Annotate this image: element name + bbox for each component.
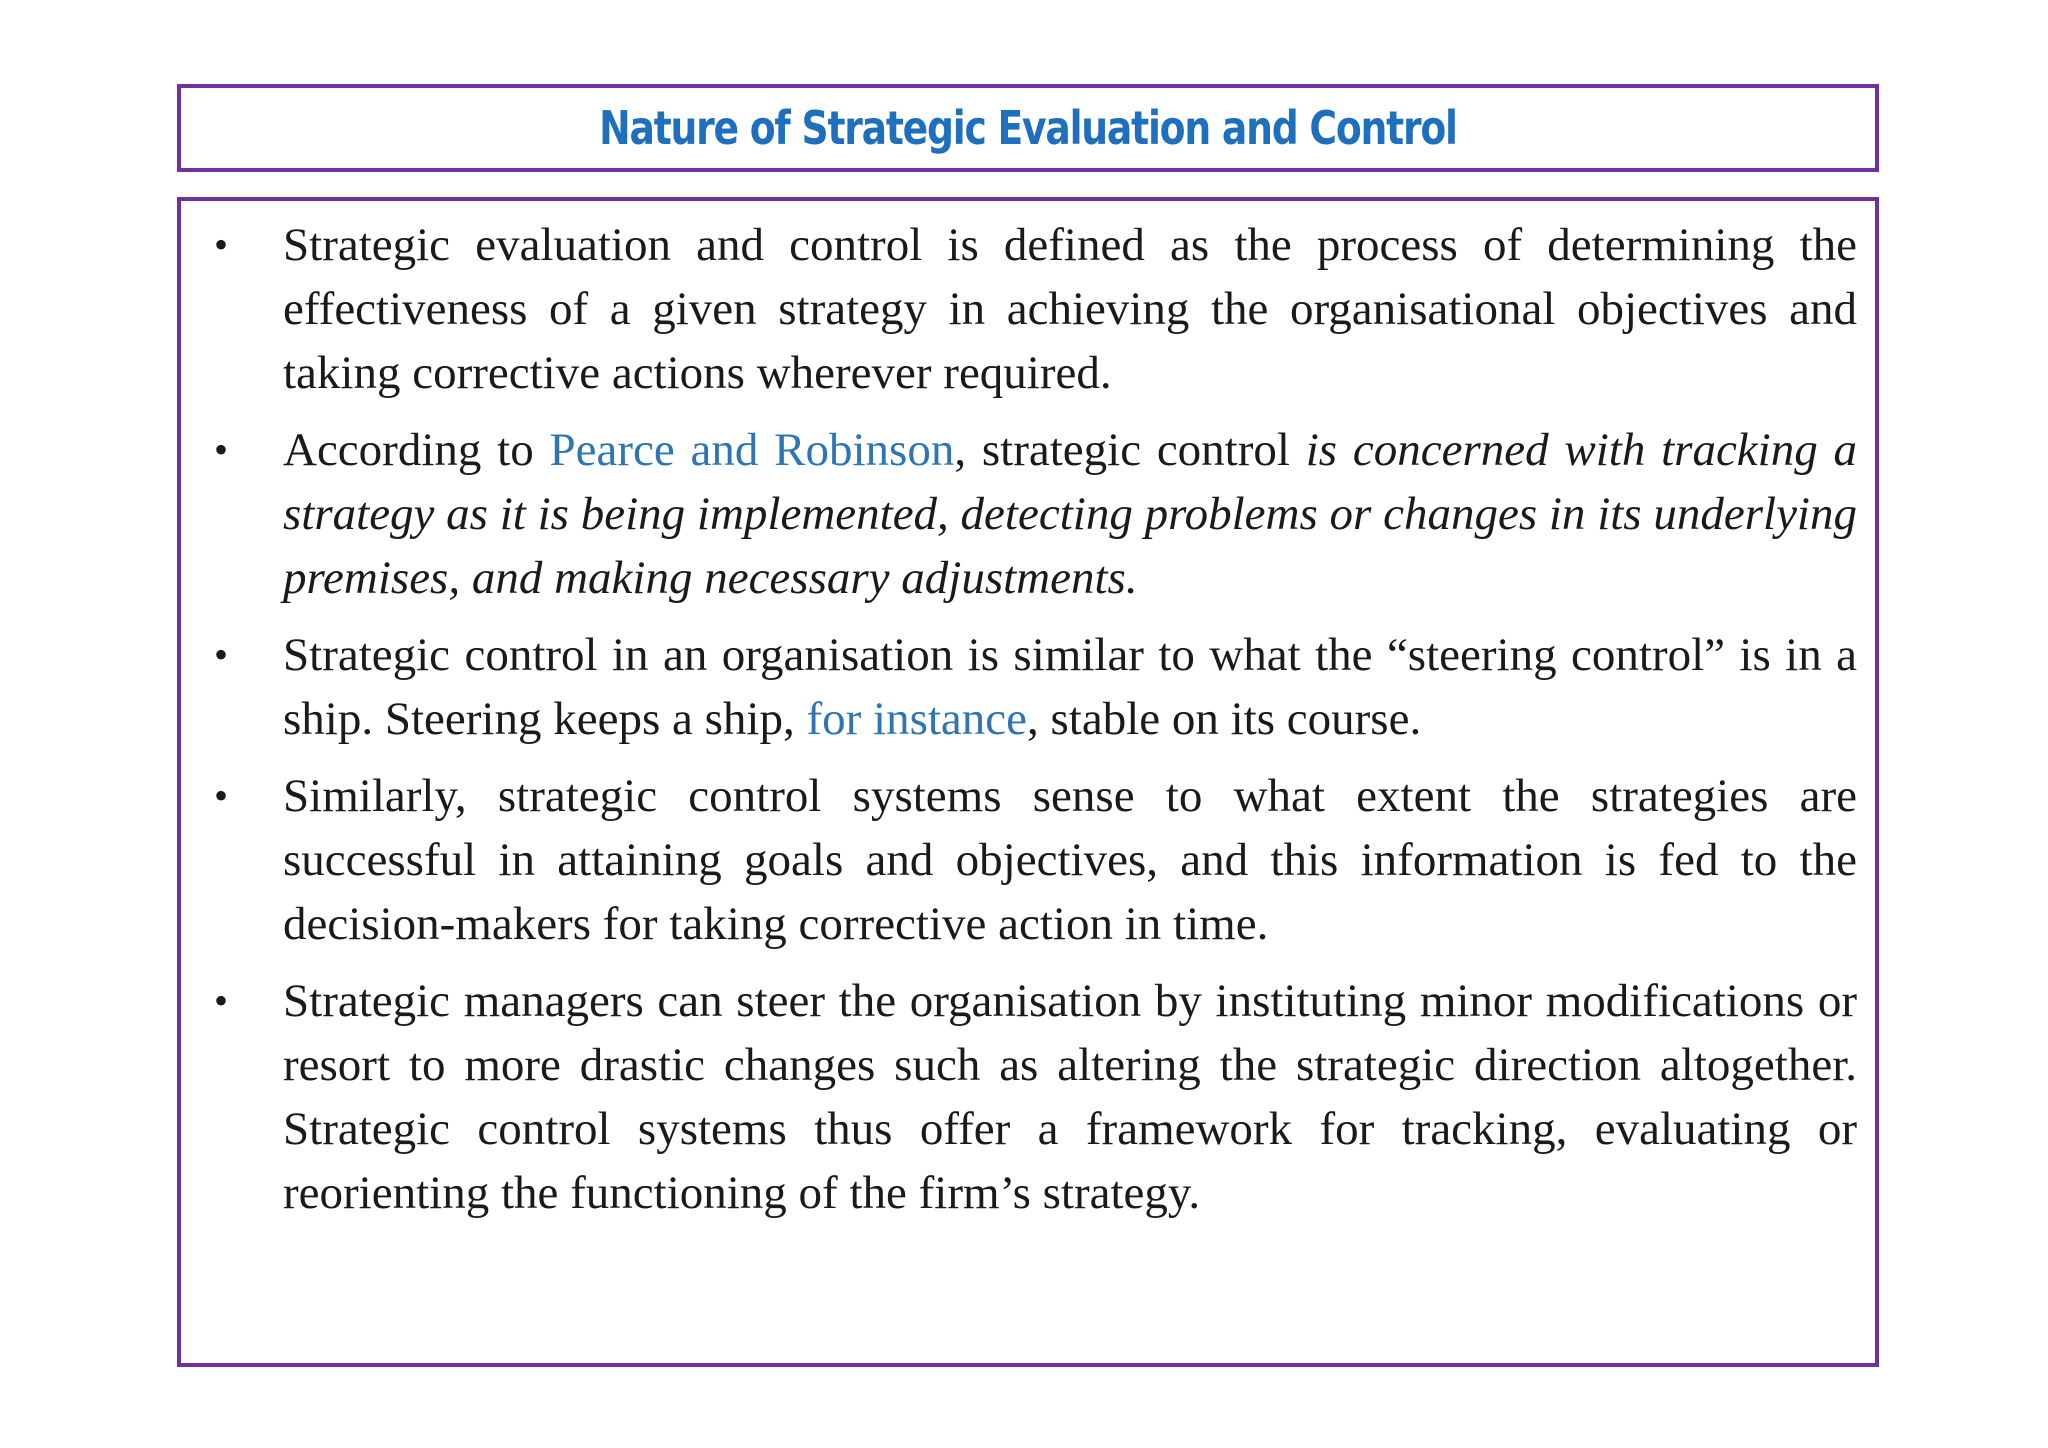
- bullet-point-5: [199, 969, 1857, 1225]
- bullet-icon: •: [213, 632, 228, 677]
- bullet-point-4: [199, 764, 1857, 956]
- bullet-text-post: , stable on its course.: [1027, 693, 1422, 745]
- highlight-for-instance: for instance: [806, 693, 1027, 745]
- bullet-list: [199, 213, 1857, 1225]
- bullet-point-2: [199, 418, 1857, 610]
- bullet-text-pre: According to: [283, 424, 550, 476]
- bullet-text: Similarly, strategic control systems sense to what extent the strategies are successful in attaining goals and objectives, and this information is fed to the decision-makers for taking corrective action in time.: [283, 770, 1857, 950]
- bullet-icon: •: [213, 773, 228, 818]
- bullet-icon: •: [213, 427, 228, 472]
- bullet-icon: •: [213, 978, 228, 1023]
- bullet-point-3: [199, 623, 1857, 751]
- bullet-text: Strategic managers can steer the organisation by instituting minor modifications or resort to more drastic changes such as altering the strategic direction altogether. Strategic control systems thus offer a framework for tracking, evaluating or reorienting the functioning of the firm’s strategy.: [283, 975, 1857, 1219]
- content-box: [177, 197, 1879, 1367]
- bullet-text: Strategic evaluation and control is defined as the process of determining the effectiveness of a given strategy in achieving the organisational objectives and taking corrective actions wherever required.: [283, 219, 1857, 399]
- quote-italic: is concerned with tracking a strategy as it is being implemented, detecting problems or changes in its underlying premises, and making necessary adjustments.: [283, 424, 1858, 604]
- bullet-point-1: [199, 213, 1857, 405]
- bullet-text-mid: , strategic control: [954, 424, 1306, 476]
- highlight-pearce-robinson: Pearce and Robinson: [549, 424, 955, 476]
- bullet-text-pre: Strategic control in an organisation is similar to what the “steering control” is in a ship. Steering keeps a ship,: [283, 629, 1857, 745]
- title-box: [177, 84, 1879, 172]
- slide-title: Nature of Strategic Evaluation and Control: [599, 101, 1457, 155]
- bullet-icon: •: [213, 222, 228, 267]
